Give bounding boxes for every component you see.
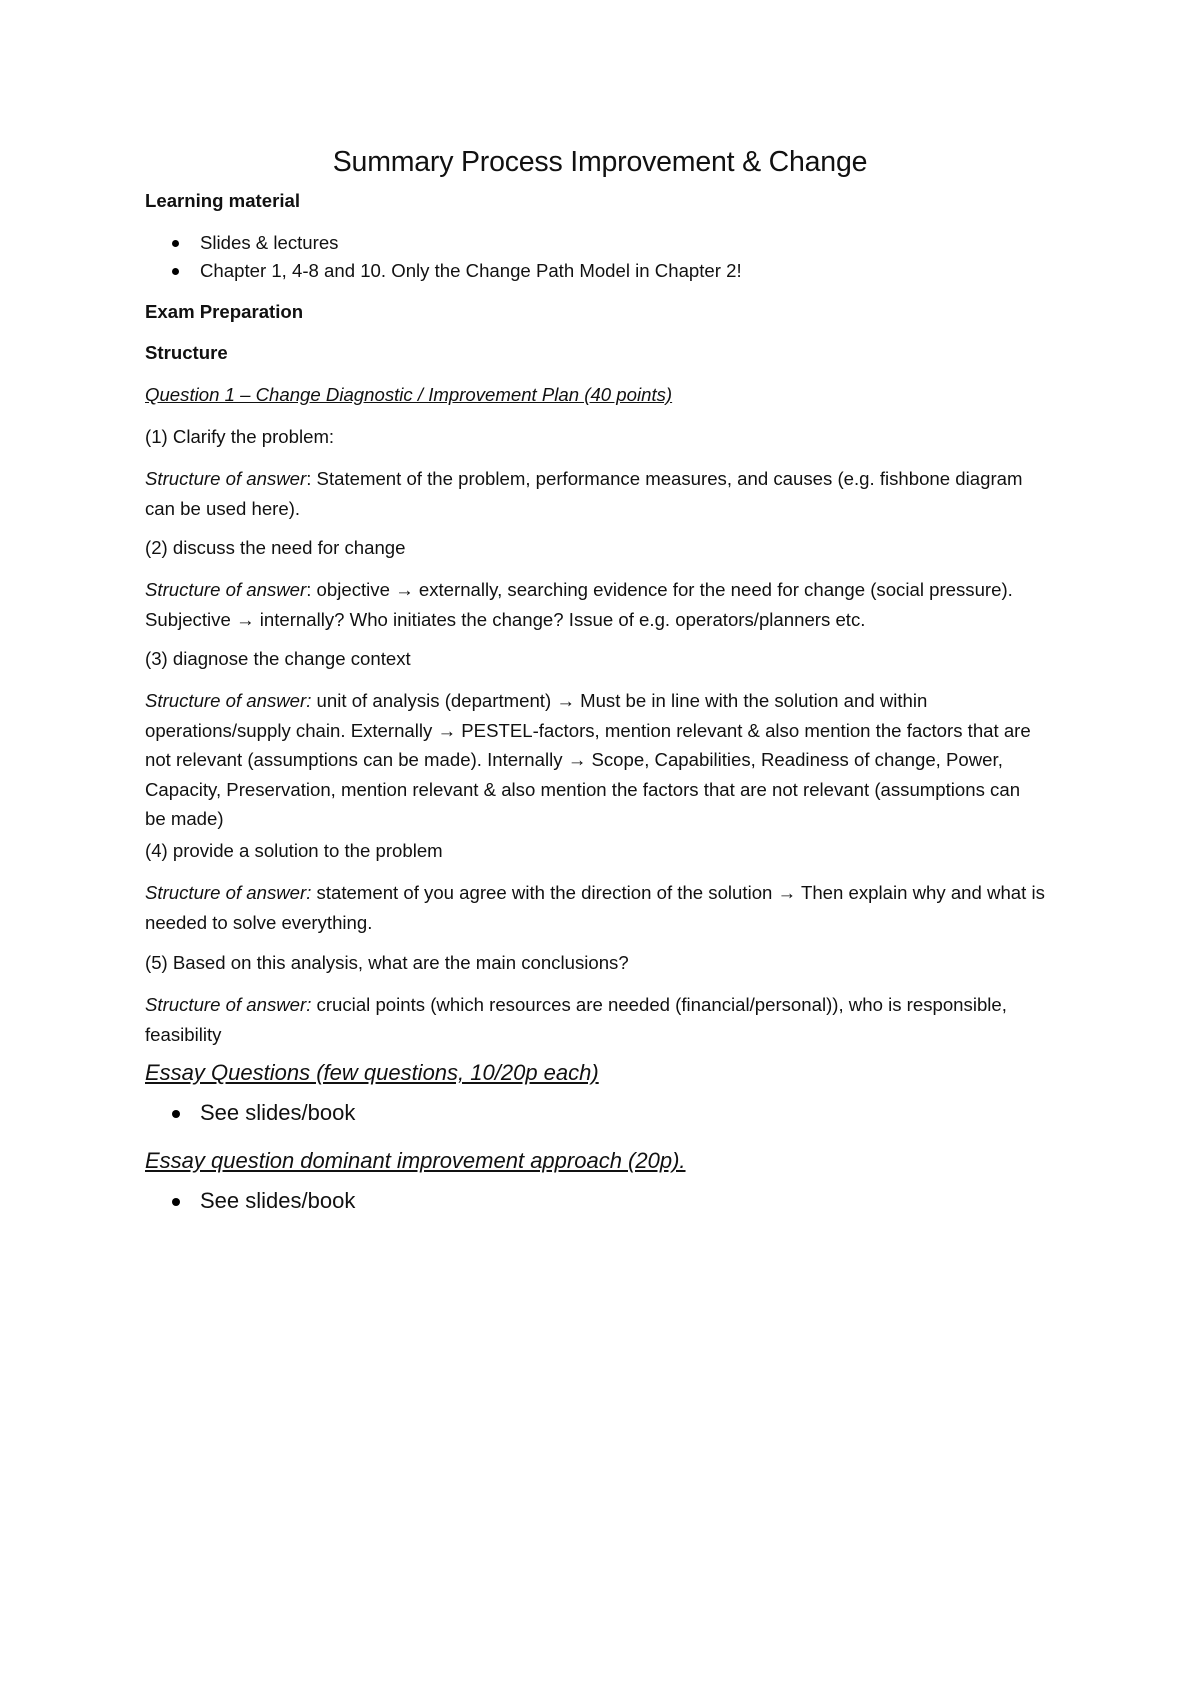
step-1-answer [145,464,1045,523]
answer-text: Must be in line with the solution and within operations/supply chain. Externally [145,690,928,741]
learning-item-2: Chapter 1, 4-8 and 10. Only the Change Path Model in Chapter 2! [200,260,742,281]
answer-lead: Structure of answer [145,468,307,489]
arrow-right-icon: → [235,608,255,630]
answer-text: unit of analysis (department) [311,690,557,711]
answer-text: externally, searching evidence for the need for change (social pressure). Subjective [145,579,1013,630]
arrow-right-icon: → [777,882,797,903]
answer-text: crucial points (which resources are needed (financial/personal)), who is responsible, feasibility [145,994,1007,1045]
answer-text: : Statement of the problem, performance measures, and causes (e.g. fishbone diagram can be used here). [145,468,1023,519]
answer-lead: Structure of answer: [145,882,312,903]
step-2-answer [145,575,1045,634]
bullet-icon [172,1198,180,1206]
essay-dominant-approach-item: See slides/book [200,1188,356,1213]
bullet-icon [172,268,179,275]
essay-questions-heading: Essay Questions (few questions, 10/20p each) [145,1060,599,1085]
answer-text: : objective [306,579,396,600]
answer-text: internally? Who initiates the change? Issue of e.g. operators/planners etc. [254,608,866,630]
step-5-label: (5) Based on this analysis, what are the main conclusions? [145,952,629,973]
arrow-right-icon: → [567,749,587,770]
answer-text: PESTEL-factors, mention relevant & also mention the factors that are not relevant (assumptions can be made). Internally [145,719,1031,770]
answer-lead: Structure of answer [145,579,307,600]
answer-lead: Structure of answer: [145,994,312,1015]
arrow-right-icon: → [556,690,575,711]
learning-item-1: Slides & lectures [200,232,339,253]
essay-dominant-approach-heading: Essay question dominant improvement approach (20p). [145,1148,686,1173]
answer-text: Scope, Capabilities, Readiness of change, Power, Capacity, Preservation, mention relevant & also mention the factors that are not relevant (assumptions can be made) [145,749,1021,829]
step-3-label: (3) diagnose the change context [145,648,411,669]
exam-preparation-heading: Exam Preparation [145,301,304,322]
step-3-answer [145,686,1045,834]
bullet-icon [172,240,179,247]
question1-heading: Question 1 – Change Diagnostic / Improvement Plan (40 points) [145,384,673,405]
learning-material-heading: Learning material [145,190,300,211]
step-1-label: (1) Clarify the problem: [145,426,335,447]
essay-questions-item: See slides/book [200,1100,356,1125]
step-5-answer [145,990,1045,1049]
step-2-label: (2) discuss the need for change [145,537,406,558]
structure-heading: Structure [145,342,228,363]
bullet-icon [172,1110,180,1118]
document-title: Summary Process Improvement & Change [332,146,868,178]
step-4-answer [145,878,1045,937]
answer-text: statement of you agree with the direction of the solution [311,882,778,903]
step-4-label: (4) provide a solution to the problem [145,840,443,861]
answer-lead: Structure of answer: [145,690,312,711]
arrow-right-icon: → [437,719,457,741]
arrow-right-icon: → [395,579,414,600]
answer-text: Then explain why and what is needed to solve everything. [145,882,1045,933]
